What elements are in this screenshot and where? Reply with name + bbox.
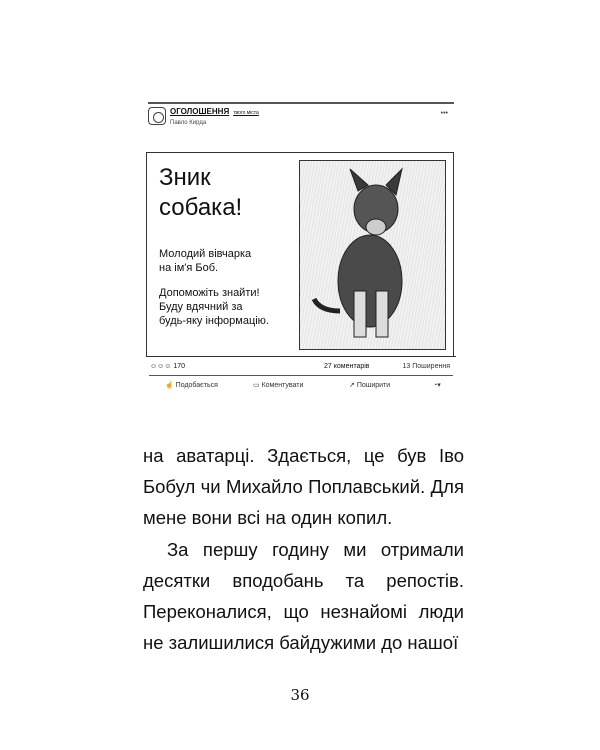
post-header bbox=[148, 107, 454, 131]
reactions-count: ☺☺☺ 170 bbox=[150, 363, 186, 370]
group-name: ОГОЛОШЕННЯ твого міста bbox=[170, 107, 259, 116]
lost-dog-poster bbox=[146, 152, 454, 357]
divider bbox=[148, 102, 454, 104]
like-button: ☝ Подобається bbox=[165, 382, 218, 389]
body-text bbox=[143, 440, 464, 658]
paragraph: За першу годину ми отримали десятки вподобань та репостів. Переконалися, що незнайомі люди не залишилися байдужими до нашої bbox=[143, 538, 464, 654]
share-button: ↗ Поширити bbox=[349, 382, 391, 389]
post-actions bbox=[149, 375, 453, 394]
page-number: 36 bbox=[290, 686, 310, 704]
comment-icon: ▭ bbox=[253, 382, 260, 389]
comment-button: ▭ Коментувати bbox=[253, 382, 304, 389]
more-icon: ••• bbox=[440, 110, 448, 117]
social-post-illustration bbox=[146, 100, 456, 402]
dog-sketch-image bbox=[299, 160, 446, 350]
share-icon: ↗ bbox=[349, 382, 355, 389]
avatar bbox=[148, 107, 166, 125]
thumbs-up-icon: ☝ bbox=[165, 382, 174, 389]
shares-count: 13 Поширення bbox=[402, 363, 450, 370]
paragraph: на аватарці. Здається, це був Іво Бобул чи Михайло Поплавський. Для мене вони всі на один копил. bbox=[143, 445, 464, 529]
post-stats bbox=[146, 356, 456, 376]
comments-count: 27 коментарів bbox=[324, 363, 370, 370]
poster-description: Молодий вівчарка на ім'я Боб. Допоможіть знайти! Буду вдячний за будь-яку інформацію. bbox=[159, 248, 269, 327]
poster-title: Зник собака! bbox=[159, 164, 243, 221]
reaction-picker-icon: ◔▾ bbox=[433, 382, 441, 389]
author-name: Павло Кирда bbox=[170, 120, 207, 126]
